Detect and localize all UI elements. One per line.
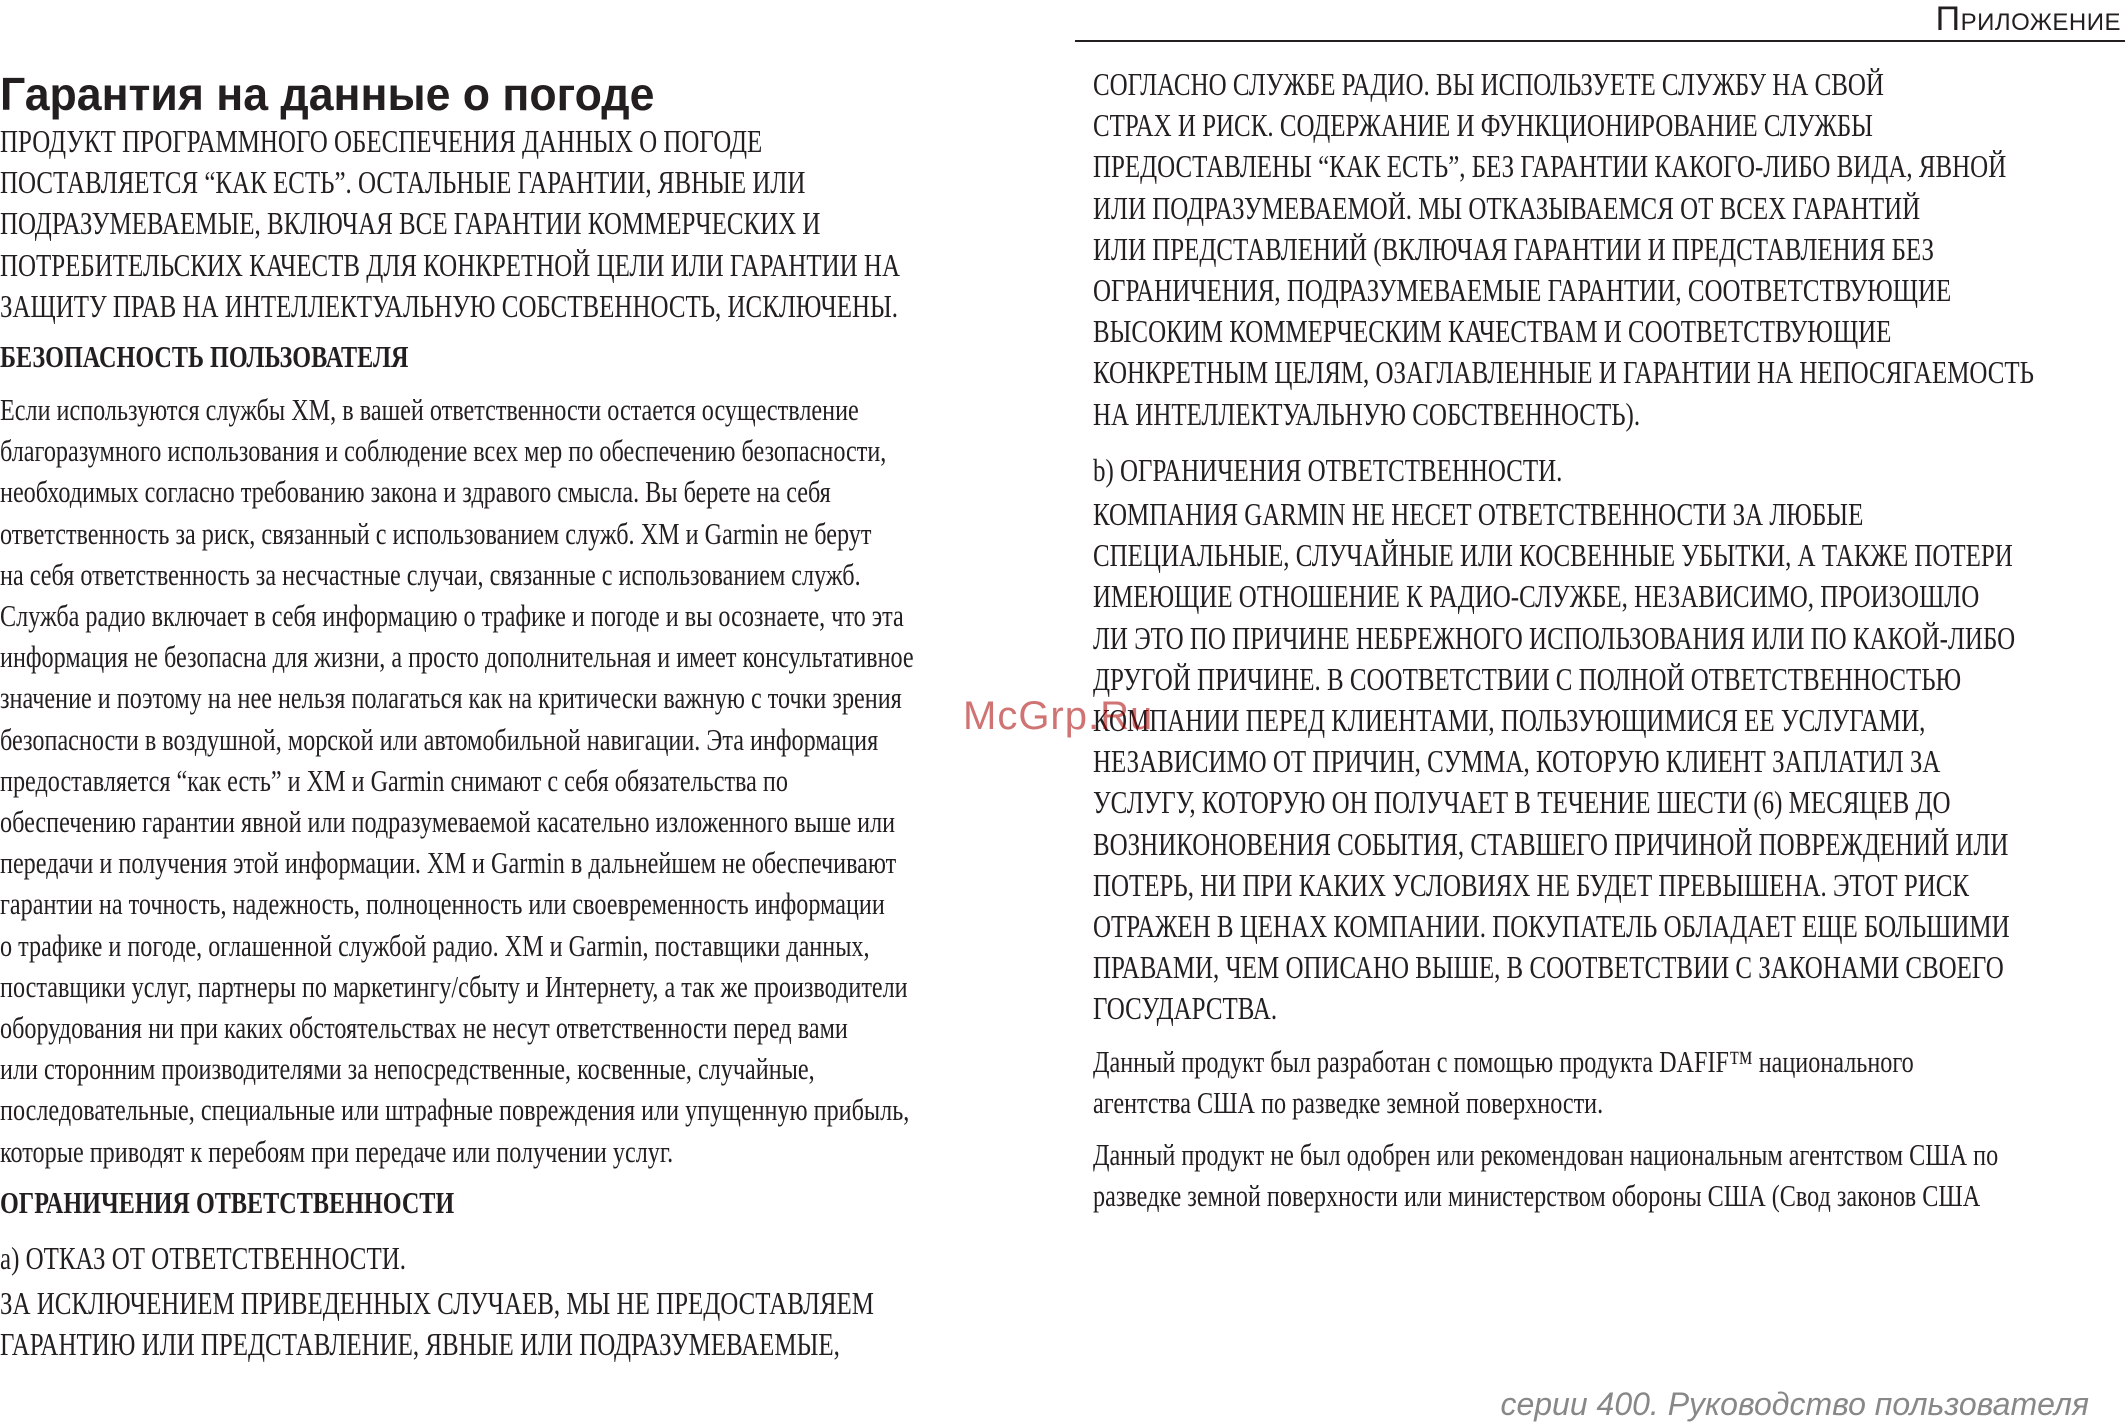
endorsement-text: Данный продукт не был одобрен или рекомендован национальным агентством США по разведке земной поверхности или министерством обороны США (Свод законов США: [1093, 1137, 1999, 1214]
footer-manual-title: серии 400. Руководство пользователя: [1500, 1386, 2089, 1422]
disclaimer-text-continued: СОГЛАСНО СЛУЖБЕ РАДИО. ВЫ ИСПОЛЬЗУЕТЕ СЛУЖБУ НА СВОЙ СТРАХ И РИСК. СОДЕРЖАНИЕ И ФУНКЦИОНИРОВАНИЕ СЛУЖБЫ ПРЕДОСТАВЛЕНЫ “КАК ЕСТЬ”, БЕЗ ГАРАНТИИ КАКОГО-ЛИБО ВИДА, ЯВНОЙ ИЛИ ПОДРАЗУМЕВАЕМОЙ. МЫ ОТКАЗЫВАЕМСЯ ОТ ВСЕХ ГАРАНТИЙ ИЛИ ПРЕДСТАВЛЕНИЙ (ВКЛЮЧАЯ ГАРАНТИИ И ПРЕДСТАВЛЕНИЯ БЕЗ ОГРАНИЧЕНИЯ, ПОДРАЗУМЕВАЕМЫЕ ГАРАНТИИ, СООТВЕТСТВУЮЩИЕ ВЫСОКИМ КОММЕРЧЕСКИМ КАЧЕСТВАМ И СООТВЕТСТВУЮЩИЕ КОНКРЕТНЫМ ЦЕЛЯМ, ОЗАГЛАВЛЕННЫЕ И ГАРАНТИИ НА НЕПОСЯГАЕМОСТЬ НА ИНТЕЛЛЕКТУАЛЬНУЮ СОБСТВЕННОСТЬ).: [1093, 66, 2034, 432]
disclaimer-text-start: ЗА ИСКЛЮЧЕНИЕМ ПРИВЕДЕННЫХ СЛУЧАЕВ, МЫ НЕ ПРЕДОСТАВЛЯЕМ ГАРАНТИЮ ИЛИ ПРЕДСТАВЛЕНИЕ, ЯВНЫЕ ИЛИ ПОДРАЗУМЕВАЕМЫЕ,: [0, 1285, 874, 1363]
user-safety-heading: БЕЗОПАСНОСТЬ ПОЛЬЗОВАТЕЛЯ: [0, 339, 409, 374]
weather-warranty-text: ПРОДУКТ ПРОГРАММНОГО ОБЕСПЕЧЕНИЯ ДАННЫХ О ПОГОДЕ ПОСТАВЛЯЕТСЯ “КАК ЕСТЬ”. ОСТАЛЬНЫЕ ГАРАНТИИ, ЯВНЫЕ ИЛИ ПОДРАЗУМЕВАЕМЫЕ, ВКЛЮЧАЯ ВСЕ ГАРАНТИИ КОММЕРЧЕСКИХ И ПОТРЕБИТЕЛЬСКИХ КАЧЕСТВ ДЛЯ КОНКРЕТНОЙ ЦЕЛИ ИЛИ ГАРАНТИИ НА ЗАЩИТУ ПРАВ НА ИНТЕЛЛЕКТУАЛЬНУЮ СОБСТВЕННОСТЬ, ИСКЛЮЧЕНЫ.: [0, 123, 900, 324]
limitation-subheading: b) ОГРАНИЧЕНИЯ ОТВЕТСТВЕННОСТИ.: [1093, 452, 1563, 488]
liability-heading: ОГРАНИЧЕНИЯ ОТВЕТСТВЕННОСТИ: [0, 1185, 455, 1220]
disclaimer-subheading: a) ОТКАЗ ОТ ОТВЕТСТВЕННОСТИ.: [0, 1240, 406, 1276]
header-rule: [1075, 40, 2125, 42]
page-title: Гарантия на данные о погоде: [0, 68, 655, 120]
limitation-text: КОМПАНИЯ GARMIN НЕ НЕСЕТ ОТВЕТСТВЕННОСТИ ЗА ЛЮБЫЕ СПЕЦИАЛЬНЫЕ, СЛУЧАЙНЫЕ ИЛИ КОСВЕННЫЕ УБЫТКИ, А ТАКЖЕ ПОТЕРИ ИМЕЮЩИЕ ОТНОШЕНИЕ К РАДИО-СЛУЖБЕ, НЕЗАВИСИМО, ПРОИЗОШЛО ЛИ ЭТО ПО ПРИЧИНЕ НЕБРЕЖНОГО ИСПОЛЬЗОВАНИЯ ИЛИ ПО КАКОЙ-ЛИБО ДРУГОЙ ПРИЧИНЕ. В СООТВЕТСТВИИ С ПОЛНОЙ ОТВЕТСТВЕННОСТЬЮ КОМПАНИИ ПЕРЕД КЛИЕНТАМИ, ПОЛЬЗУЮЩИМИСЯ ЕЕ УСЛУГАМИ, НЕЗАВИСИМО ОТ ПРИЧИН, СУММА, КОТОРУЮ КЛИЕНТ ЗАПЛАТИЛ ЗА УСЛУГУ, КОТОРУЮ ОН ПОЛУЧАЕТ В ТЕЧЕНИЕ ШЕСТИ (6) МЕСЯЦЕВ ДО ВОЗНИКОНОВЕНИЯ СОБЫТИЯ, СТАВШЕГО ПРИЧИНОЙ ПОВРЕЖДЕНИЙ ИЛИ ПОТЕРЬ, НИ ПРИ КАКИХ УСЛОВИЯХ НЕ БУДЕТ ПРЕВЫШЕНА. ЭТОТ РИСК ОТРАЖЕН В ЦЕНАХ КОМПАНИИ. ПОКУПАТЕЛЬ ОБЛАДАЕТ ЕЩЕ БОЛЬШИМИ ПРАВАМИ, ЧЕМ ОПИСАНО ВЫШЕ, В СООТВЕТСТВИИ С ЗАКОНАМИ СВОЕГО ГОСУДАРСТВА.: [1093, 496, 2016, 1027]
section-label: Приложение: [1935, 0, 2121, 38]
watermark: McGrp.Ru: [963, 694, 1154, 738]
dafif-text: Данный продукт был разработан с помощью продукта DAFIF™ национального агентства США по разведке земной поверхности.: [1093, 1044, 1914, 1121]
user-safety-text: Если используются службы XM, в вашей ответственности остается осуществление благоразумного использования и соблюдение всех мер по обеспечению безопасности, необходимых согласно требованию закона и здравого смысла. Вы берете на себя ответственность за риск, связанный с использованием служб. XM и Garmin не берут на себя ответственность за несчастные случаи, связанные с использованием служб. Служба радио включает в себя информацию о трафике и погоде и вы осознаете, что эта информация не безопасна для жизни, а просто дополнительная и имеет консультативное значение и поэтому на нее нельзя полагаться как на критически важную с точки зрения безопасности в воздушной, морской или автомобильной навигации. Эта информация предоставляется “как есть” и XM и Garmin снимают с себя обязательства по обеспечению гарантии явной или подразумеваемой касательно изложенного выше или передачи и получения этой информации. XM и Garmin в дальнейшем не обеспечивают гарантии на точность, надежность, полноценность или своевременность информации о трафике и погоде, оглашенной службой радио. XM и Garmin, поставщики данных, поставщики услуг, партнеры по маркетингу/сбыту и Интернету, а так же производители оборудования ни при каких обстоятельствах не несут ответственности перед вами или сторонним производителями за непосредственные, косвенные, случайные, последовательные, специальные или штрафные повреждения или упущенную прибыль, которые приводят к перебоям при передаче или получении услуг.: [0, 392, 914, 1169]
